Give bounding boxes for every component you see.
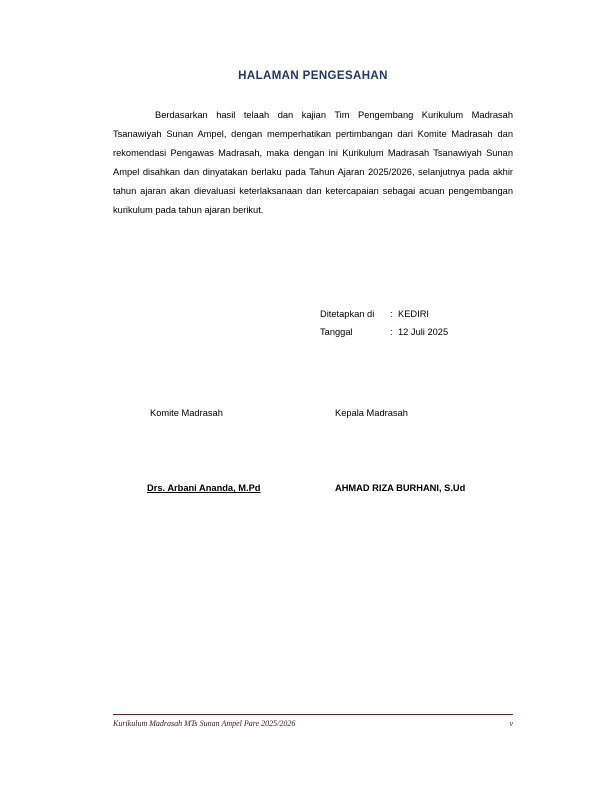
footer-document-title: Kurikulum Madrasah MTs Sunan Ampel Pare 2025/2026: [113, 719, 296, 728]
approval-paragraph: Berdasarkan hasil telaah dan kajian Tim Pengembang Kurikulum Madrasah Tsanawiyah Sunan Ampel, dengan memperhatikan pertimbangan dari Komite Madrasah dan rekomendasi Pengawas Madrasah, maka dengan ini Kurikulum Madrasah Tsanawiyah Sunan Ampel disahkan dan dinyatakan berlaku pada Tahun Ajaran 2025/2026, selanjutnya pada akhir tahun ajaran akan dievaluasi keterlaksanaan dan ketercapaian sebagai acuan pengembangan kurikulum pada tahun ajaran berikut.: [113, 110, 513, 216]
page-footer: [113, 714, 513, 733]
page-title: HALAMAN PENGESAHAN: [238, 70, 388, 82]
signature-role-committee: Komite Madrasah: [150, 408, 223, 418]
signature-name-principal: AHMAD RIZA BURHANI, S.Ud: [335, 483, 466, 493]
signature-names-row: [113, 483, 513, 501]
date-label: Tanggal: [320, 327, 353, 338]
date-value: 12 Juli 2025: [398, 327, 449, 338]
signature-role-principal: Kepala Madrasah: [335, 408, 408, 418]
date-separator: :: [390, 327, 393, 338]
footer-divider: [113, 714, 513, 715]
location-value: KEDIRI: [398, 309, 429, 319]
footer-page-number: v: [509, 719, 513, 728]
signature-roles-row: [113, 408, 513, 426]
location-row: [320, 305, 448, 323]
document-body: [113, 70, 513, 220]
location-label: Ditetapkan di: [320, 309, 375, 319]
place-and-date-block: [320, 305, 448, 341]
location-separator: :: [390, 309, 393, 319]
date-row: [320, 323, 448, 341]
signature-name-committee: Drs. Arbani Ananda, M.Pd: [147, 483, 261, 493]
